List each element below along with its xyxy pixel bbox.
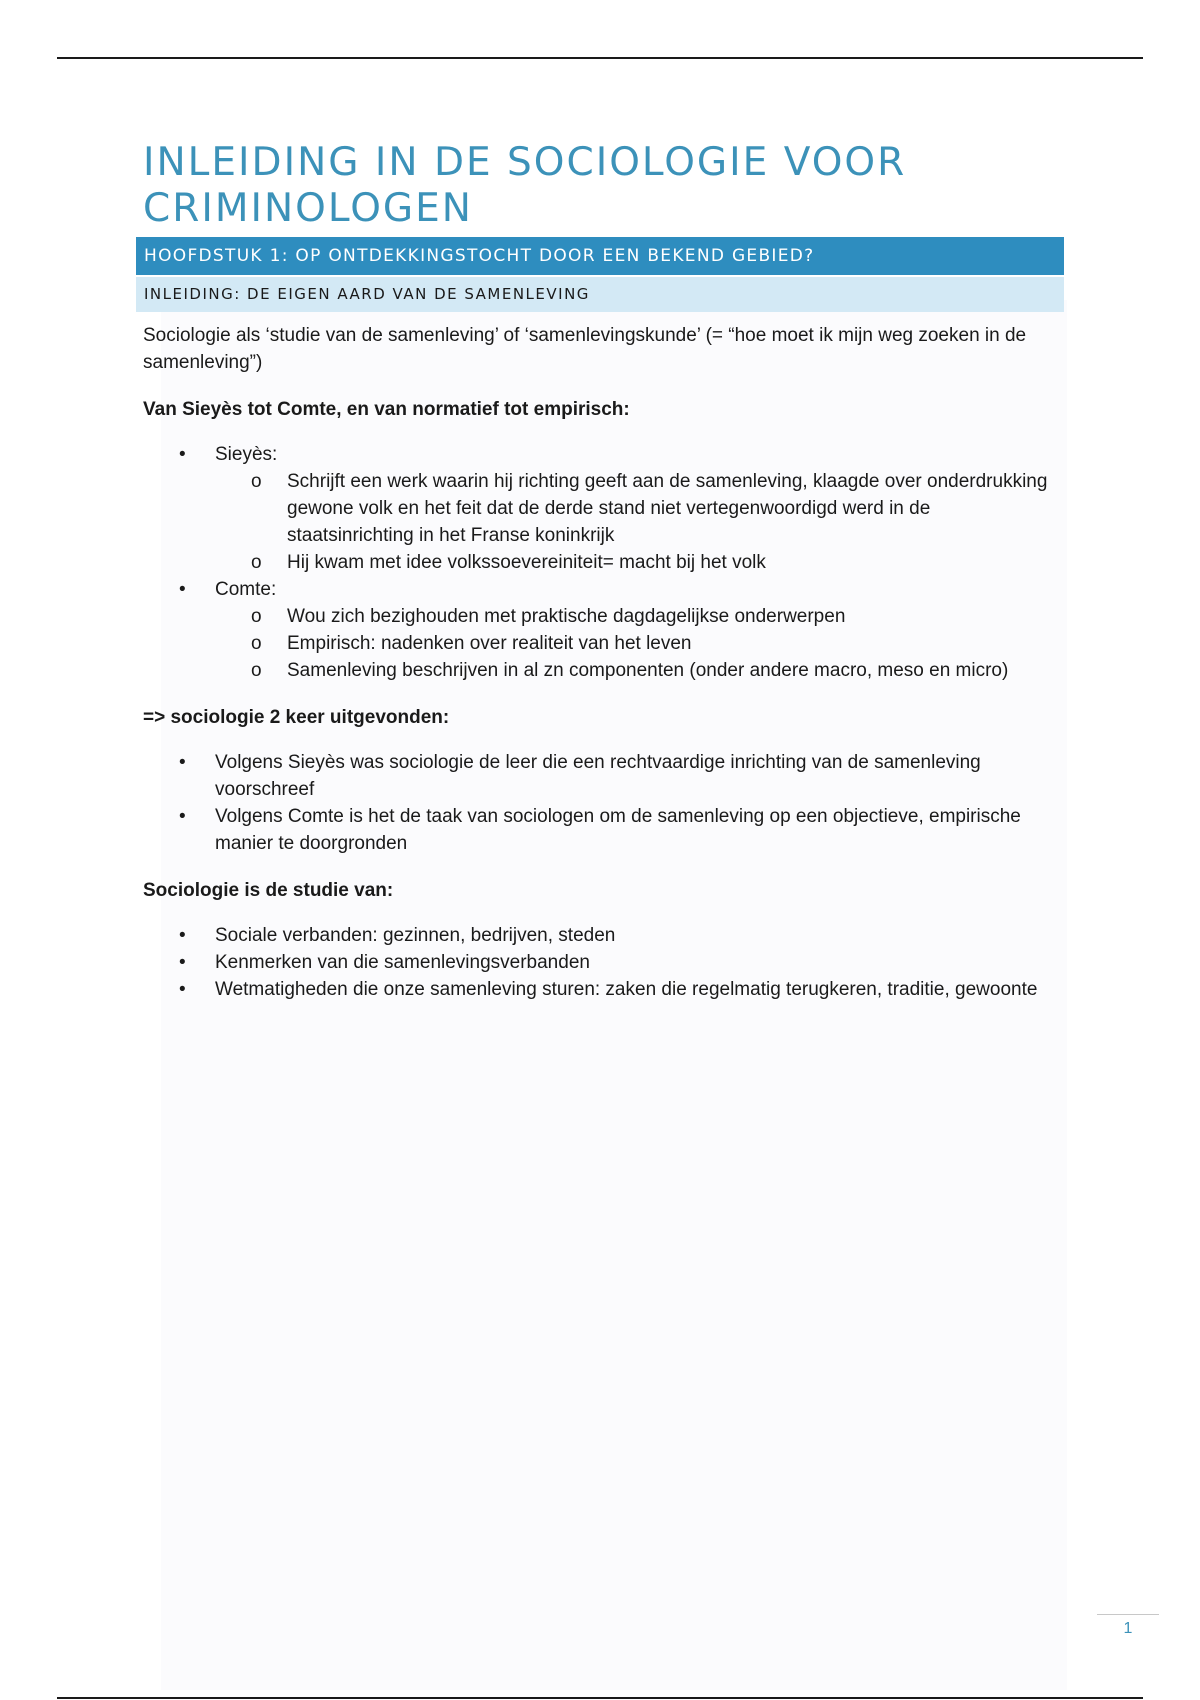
bottom-rule (57, 1697, 1143, 1699)
section1-list (143, 441, 1048, 684)
list-item-text: Sociale verbanden: gezinnen, bedrijven, steden (215, 925, 616, 946)
sub-bullet-icon: o (251, 633, 262, 654)
sublist-item-text: Empirisch: nadenken over realiteit van het leven (287, 633, 692, 654)
list-item (143, 749, 1048, 803)
sub-bullet-icon: o (251, 552, 262, 573)
list-item (143, 949, 1048, 976)
document-body (143, 322, 1048, 1023)
section3-heading: Sociologie is de studie van: (143, 880, 394, 901)
sublist-item (215, 468, 1048, 549)
sublist (215, 603, 1048, 684)
chapter-heading: HOOFDSTUK 1: OP ONTDEKKINGSTOCHT DOOR EEN BEKEND GEBIED? (136, 237, 1064, 275)
sub-bullet-icon: o (251, 471, 262, 492)
sublist-item-text: Hij kwam met idee volkssoevereiniteit= macht bij het volk (287, 552, 766, 573)
bullet-icon: • (179, 979, 186, 1000)
top-rule (57, 57, 1143, 59)
bullet-icon: • (179, 579, 186, 600)
list-item (143, 922, 1048, 949)
section3-list (143, 922, 1048, 1003)
sublist-item (215, 549, 1048, 576)
bullet-icon: • (179, 806, 186, 827)
list-item-text: Wetmatigheden die onze samenleving sturen: zaken die regelmatig terugkeren, traditie, gewoonte (215, 979, 1038, 1000)
intro-paragraph: Sociologie als ‘studie van de samenleving’ of ‘samenlevingskunde’ (= “hoe moet ik mijn weg zoeken in de samenleving”) (143, 325, 1027, 373)
sublist-item (215, 603, 1048, 630)
section2-heading: => sociologie 2 keer uitgevonden: (143, 707, 450, 728)
list-item (143, 576, 1048, 684)
bullet-icon: • (179, 752, 186, 773)
section2-list (143, 749, 1048, 857)
list-item (143, 441, 1048, 576)
sublist-item-text: Samenleving beschrijven in al zn componenten (onder andere macro, meso en micro) (287, 660, 1009, 681)
sublist-item (215, 657, 1048, 684)
section1-heading: Van Sieyès tot Comte, en van normatief tot empirisch: (143, 399, 630, 420)
list-item-text: Volgens Comte is het de taak van sociologen om de samenleving op een objectieve, empirische manier te doorgronden (215, 806, 1021, 854)
list-item-label: Comte: (215, 579, 277, 600)
bullet-icon: • (179, 444, 186, 465)
list-item-label: Sieyès: (215, 444, 278, 465)
list-item (143, 803, 1048, 857)
list-item (143, 976, 1048, 1003)
bullet-icon: • (179, 952, 186, 973)
sublist-item-text: Schrijft een werk waarin hij richting geeft aan de samenleving, klaagde over onderdrukking gewone volk en het feit dat de derde stand niet vertegenwoordigd werd in de staatsinrichting in het Franse koninkrijk (287, 471, 1048, 546)
sublist (215, 468, 1048, 576)
page-number: 1 (1123, 1620, 1133, 1637)
list-item-text: Kenmerken van die samenlevingsverbanden (215, 952, 590, 973)
sub-bullet-icon: o (251, 660, 262, 681)
list-item-text: Volgens Sieyès was sociologie de leer die een rechtvaardige inrichting van de samenleving voorschreef (215, 752, 981, 800)
page-number-rule (1097, 1614, 1159, 1615)
sub-bullet-icon: o (251, 606, 262, 627)
sublist-item (215, 630, 1048, 657)
sublist-item-text: Wou zich bezighouden met praktische dagdagelijkse onderwerpen (287, 606, 846, 627)
document-title: INLEIDING IN DE SOCIOLOGIE VOOR CRIMINOLOGEN (143, 140, 907, 231)
bullet-icon: • (179, 925, 186, 946)
section-heading: INLEIDING: DE EIGEN AARD VAN DE SAMENLEVING (136, 277, 1064, 312)
